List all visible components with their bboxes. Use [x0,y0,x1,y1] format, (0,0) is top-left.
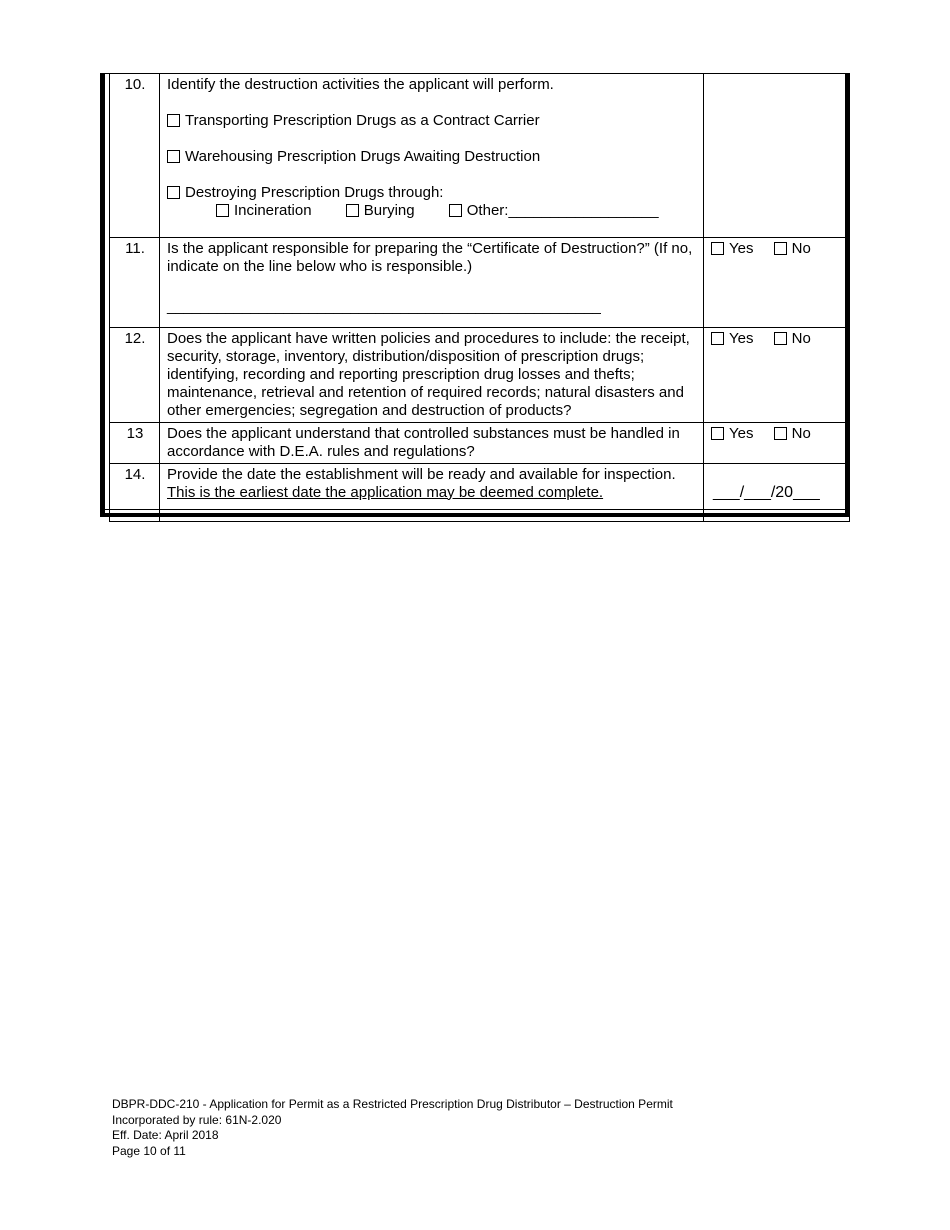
item-12-question: Does the applicant have written policies and procedures to include: the receipt, security, storage, inventory, distribution/disposition of prescription drugs; identifying, recording and reporting prescription drug losses and thefts; maintenance, retrieval and retention of required records; natural disasters and other emergencies; segregation and destruction of products? [160,327,704,422]
item-11-question: Is the applicant responsible for preparing the “Certificate of Destruction?” (If no, indicate on the line below who is responsible.) [167,239,693,275]
item-12-no-checkbox[interactable] [774,332,787,345]
transporting-checkbox[interactable] [167,114,180,127]
table-row-14 [110,463,850,521]
option-other: Other:__________________ [449,202,659,219]
burying-checkbox[interactable] [346,204,359,217]
incineration-checkbox[interactable] [216,204,229,217]
item-14-question: Provide the date the establishment will be ready and available for inspection. [167,465,676,483]
item-11-no-checkbox[interactable] [774,242,787,255]
footer-eff-date: Eff. Date: April 2018 [112,1128,219,1142]
table-row-11 [110,237,850,327]
table-row-10 [110,74,850,237]
item-11-yes-checkbox[interactable] [711,242,724,255]
item-number: 14. [110,463,160,521]
table-row-12 [110,327,850,422]
questions-table [109,74,850,522]
item-13-yes-checkbox[interactable] [711,427,724,440]
option-destroying: Destroying Prescription Drugs through: [167,184,697,202]
item-14-note: This is the earliest date the application may be deemed complete. [167,483,604,501]
destroying-checkbox[interactable] [167,186,180,199]
page-footer [112,1097,673,1159]
footer-form-title: DBPR-DDC-210 - Application for Permit as a Restricted Prescription Drug Distributor – Destruction Permit [112,1097,673,1111]
form-table-frame [100,73,850,517]
option-incineration: Incineration [216,202,312,219]
frame-double-line [105,509,845,510]
item-number: 11. [110,237,160,327]
item-number: 12. [110,327,160,422]
item-11-yes-no: Yes No [711,240,843,258]
destruction-methods [167,202,697,220]
item-number: 13 [110,422,160,463]
responsible-party-line[interactable]: ____________________________________________________ [167,297,601,315]
inspection-date-field[interactable]: ___/___/20___ [713,483,820,501]
footer-page-number: Page 10 of 11 [112,1143,186,1158]
item-12-yes-no: Yes No [711,330,843,348]
option-warehousing: Warehousing Prescription Drugs Awaiting Destruction [167,148,697,166]
item-number: 10. [110,74,160,237]
item-12-yes-checkbox[interactable] [711,332,724,345]
table-row-13 [110,422,850,463]
item-13-no-checkbox[interactable] [774,427,787,440]
item-10-question: Identify the destruction activities the applicant will perform. [167,76,554,93]
warehousing-checkbox[interactable] [167,150,180,163]
option-transporting: Transporting Prescription Drugs as a Contract Carrier [167,112,697,130]
item-13-yes-no: Yes No [711,425,843,443]
footer-rule: Incorporated by rule: 61N-2.020 [112,1112,282,1127]
item-13-question: Does the applicant understand that controlled substances must be handled in accordance with D.E.A. rules and regulations? [160,422,704,463]
other-checkbox[interactable] [449,204,462,217]
option-burying: Burying [346,202,415,219]
